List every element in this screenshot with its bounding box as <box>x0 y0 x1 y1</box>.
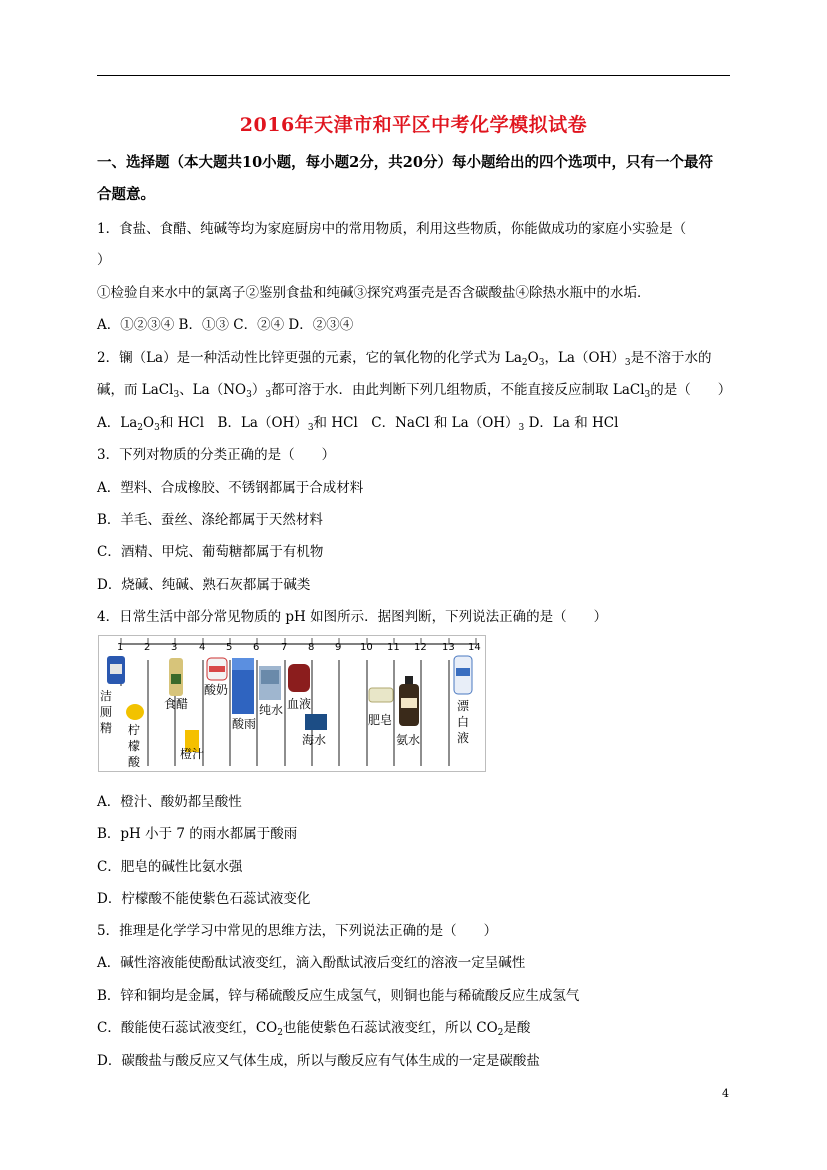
ph-tick: 13 <box>442 642 455 653</box>
q4-option-c: C．肥皂的碱性比氨水强 <box>97 859 243 875</box>
q3-option-d: D．烧碱、纯碱、熟石灰都属于碱类 <box>97 577 311 593</box>
ph-tick: 8 <box>308 642 315 653</box>
label-blood: 血液 <box>287 697 312 711</box>
label-cleaner: 洁厕精 <box>100 689 113 735</box>
lemon-icon <box>126 704 144 720</box>
label-acid-rain: 酸雨 <box>232 717 257 731</box>
label-pure-water: 纯水 <box>259 703 284 717</box>
ph-tick: 5 <box>226 642 233 653</box>
q2-stem-line2: 碱，而 LaCl$_3$、$La(NO_3)_3$都可溶于水．由此判断下列几组物质，不能直接反应制取 LaCl$_3$的是（ ） <box>97 382 732 400</box>
q3-option-c: C．酒精、甲烷、葡萄糖都属于有机物 <box>97 544 324 560</box>
q5-stem: 5．推理是化学学习中常见的思维方法，下列说法正确的是（ ） <box>97 923 498 939</box>
ph-tick: 10 <box>360 642 373 653</box>
label-ammonia: 氨水 <box>396 733 421 747</box>
q3-option-a: A．塑料、合成橡胶、不锈钢都属于合成材料 <box>97 480 364 496</box>
ph-tick: 3 <box>171 642 178 653</box>
label-seawater: 海水 <box>302 733 327 747</box>
ph-tick: 2 <box>144 642 151 653</box>
label-lemon: 柠檬酸 <box>128 723 141 769</box>
q1-options: A．①②③④ B．①③ C．②④ D．②③④ <box>97 317 354 333</box>
label-bleach: 漂白液 <box>457 699 470 745</box>
q5-option-a: A．碱性溶液能使酚酞试液变红，滴入酚酞试液后变红的溶液一定呈碱性 <box>97 955 526 971</box>
ph-tick: 7 <box>281 642 288 653</box>
q5-option-b: B．锌和铜均是金属，锌与稀硫酸反应生成氢气，则铜也能与稀硫酸反应生成氢气 <box>97 988 580 1004</box>
ph-tick: 9 <box>335 642 342 653</box>
q4-option-b: B．pH 小于 7 的雨水都属于酸雨 <box>97 826 298 842</box>
ph-tick: 6 <box>253 642 260 653</box>
q4-option-d: D．柠檬酸不能使紫色石蕊试液变化 <box>97 891 311 907</box>
q1-stem-line1: 1．食盐、食醋、纯碱等均为家庭厨房中的常用物质，利用这些物质，你能做成功的家庭小实验是（ <box>97 221 687 237</box>
blood-icon <box>288 664 310 692</box>
page-title: 2016年天津市和平区中考化学模拟试卷 <box>239 114 588 136</box>
header-rule <box>97 75 730 76</box>
q3-stem: 3．下列对物质的分类正确的是（ ） <box>97 447 336 463</box>
label-soap: 肥皂 <box>368 713 393 727</box>
q4-stem: 4．日常生活中部分常见物质的 pH 如图所示．据图判断，下列说法正确的是（ ） <box>97 609 608 625</box>
label-yogurt: 酸奶 <box>204 683 229 697</box>
ph-tick: 12 <box>414 642 427 653</box>
ph-tick: 11 <box>387 642 400 653</box>
soap-icon <box>369 688 393 702</box>
q1-items: ①检验自来水中的氯离子②鉴别食盐和纯碱③探究鸡蛋壳是否含碳酸盐④除热水瓶中的水垢． <box>97 285 651 301</box>
ph-tick: 1 <box>117 642 124 653</box>
seawater-icon <box>305 714 327 730</box>
page-number: 4 <box>722 1087 729 1100</box>
label-orange: 橙汁 <box>180 747 205 761</box>
q5-option-c: C．酸能使石蕊试液变红，$CO_2$也能使紫色石蕊试液变红，所以 $CO_2$是酸 <box>97 1020 531 1038</box>
q2-stem-line1: 2．镧（La）是一种活动性比锌更强的元素，它的氧化物的化学式为 $La_2O_3$，$La(OH)_3$是不溶于水的 <box>97 350 712 368</box>
label-vinegar: 食醋 <box>164 697 189 711</box>
section-heading-line1: 一、选择题（本大题共10小题，每小题2分，共20分）每小题给出的四个选项中，只有一个最符 <box>97 154 713 171</box>
ph-tick: 4 <box>199 642 206 653</box>
ph-scale-figure <box>98 635 486 772</box>
q3-option-b: B．羊毛、蚕丝、涤纶都属于天然材料 <box>97 512 323 528</box>
q2-options: A．$La_2O_3$和 HCl B．$La(OH)_3$和 HCl C．NaCl 和 $La(OH)_3$ D．La 和 HCl <box>97 415 619 433</box>
ph-tick: 14 <box>468 642 481 653</box>
q4-option-a: A．橙汁、酸奶都呈酸性 <box>97 794 242 810</box>
q1-stem-line2: ） <box>97 252 111 268</box>
section-heading-line2: 合题意。 <box>97 186 155 203</box>
q5-option-d: D．碳酸盐与酸反应又气体生成，所以与酸反应有气体生成的一定是碳酸盐 <box>97 1053 540 1069</box>
